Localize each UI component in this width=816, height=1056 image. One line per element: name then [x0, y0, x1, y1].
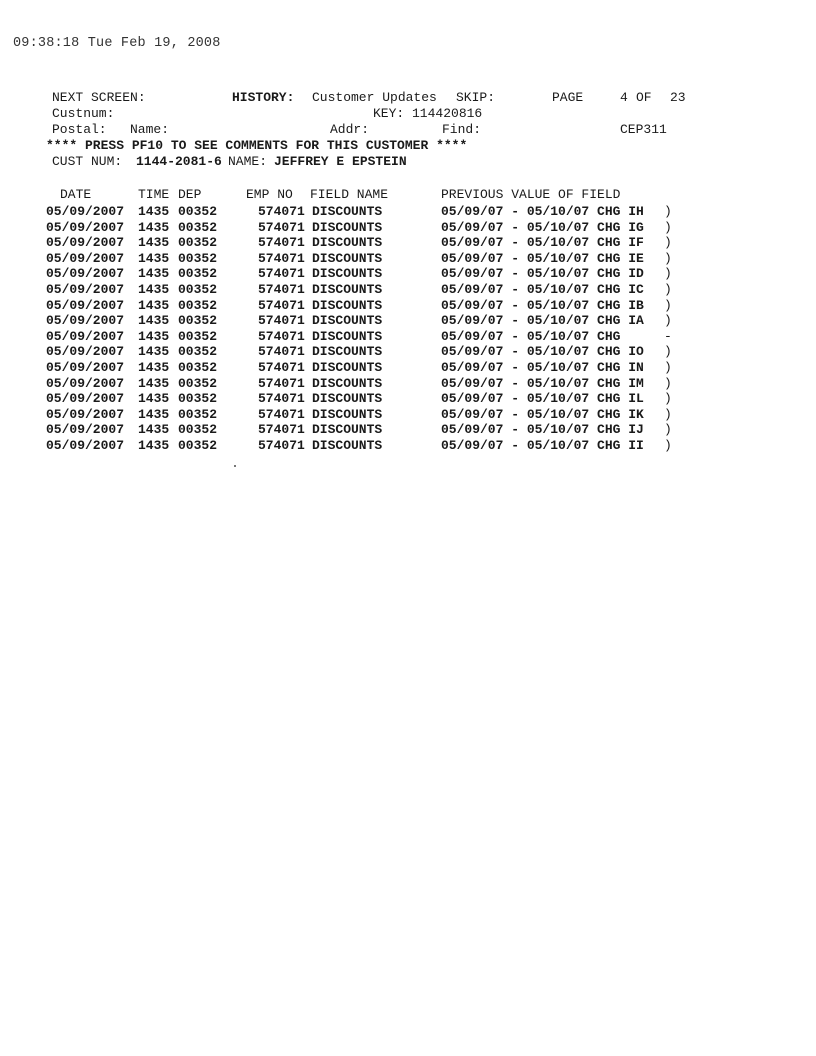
history-title: Customer Updates [312, 90, 437, 105]
table-row [46, 438, 786, 454]
row-dep: 00352 [178, 438, 218, 453]
row-previous-value: 05/09/07 - 05/10/07 CHG IK [441, 406, 644, 422]
row-dep: 00352 [178, 313, 218, 329]
row-emp-no: 574071 [258, 282, 305, 297]
row-field-name: DISCOUNTS [312, 219, 383, 235]
row-field-name: DISCOUNTS [312, 204, 383, 219]
row-end-marker: ) [664, 204, 672, 219]
row-field-name: DISCOUNTS [312, 344, 383, 360]
comments-notice: **** PRESS PF10 TO SEE COMMENTS FOR THIS CUSTOMER **** [46, 138, 468, 153]
row-field-name: DISCOUNTS [312, 235, 383, 251]
page-label: PAGE [552, 90, 584, 105]
page-total: 23 [670, 90, 686, 105]
row-field-name: DISCOUNTS [312, 250, 383, 266]
row-time: 1435 [138, 297, 170, 313]
cust-name-label: NAME: [228, 154, 268, 169]
row-field-name: DISCOUNTS [312, 422, 383, 438]
row-date: 05/09/2007 [46, 360, 125, 375]
screen-id: CEP311 [620, 122, 667, 137]
row-date: 05/09/2007 [46, 438, 125, 453]
row-emp-no: 574071 [258, 391, 305, 407]
row-emp-no: 574071 [258, 328, 305, 344]
next-screen-label: NEXT SCREEN: [52, 90, 146, 105]
row-date: 05/09/2007 [46, 313, 125, 329]
row-previous-value: 05/09/07 - 05/10/07 CHG IB [441, 297, 644, 313]
row-emp-no: 574071 [258, 250, 305, 266]
table-row [46, 391, 786, 407]
row-date: 05/09/2007 [46, 282, 125, 297]
row-previous-value: 05/09/07 - 05/10/07 CHG IM [441, 375, 644, 391]
row-field-name: DISCOUNTS [312, 391, 383, 407]
row-time: 1435 [138, 204, 170, 219]
row-end-marker: ) [664, 360, 672, 375]
cust-num-value: 1144-2081-6 [136, 154, 222, 169]
row-date: 05/09/2007 [46, 422, 125, 438]
addr-label: Addr: [330, 122, 370, 137]
skip-label: SKIP: [456, 90, 496, 105]
name-label: Name: [130, 122, 170, 137]
row-date: 05/09/2007 [46, 375, 125, 391]
table-row [46, 360, 786, 376]
row-previous-value: 05/09/07 - 05/10/07 CHG IA [441, 313, 644, 329]
row-previous-value: 05/09/07 - 05/10/07 CHG IC [441, 282, 644, 297]
row-time: 1435 [138, 219, 170, 235]
row-previous-value: 05/09/07 - 05/10/07 CHG IL [441, 391, 644, 407]
row-time: 1435 [138, 282, 170, 297]
row-emp-no: 574071 [258, 313, 305, 329]
row-time: 1435 [138, 406, 170, 422]
row-time: 1435 [138, 235, 170, 251]
row-dep: 00352 [178, 282, 218, 297]
table-row [46, 282, 786, 298]
print-timestamp: 09:38:18 Tue Feb 19, 2008 [13, 36, 221, 51]
table-row [46, 344, 786, 360]
row-time: 1435 [138, 250, 170, 266]
row-date: 05/09/2007 [46, 250, 125, 266]
row-end-marker: ) [664, 250, 672, 266]
history-label: HISTORY: [232, 90, 295, 105]
row-field-name: DISCOUNTS [312, 282, 383, 297]
scan-speck [234, 465, 236, 467]
row-time: 1435 [138, 344, 170, 360]
row-date: 05/09/2007 [46, 235, 125, 251]
row-emp-no: 574071 [258, 375, 305, 391]
row-dep: 00352 [178, 344, 218, 360]
row-field-name: DISCOUNTS [312, 266, 383, 282]
row-end-marker: - [664, 328, 672, 344]
row-dep: 00352 [178, 328, 218, 344]
row-dep: 00352 [178, 297, 218, 313]
row-previous-value: 05/09/07 - 05/10/07 CHG IJ [441, 422, 644, 438]
row-date: 05/09/2007 [46, 266, 125, 282]
row-time: 1435 [138, 391, 170, 407]
row-previous-value: 05/09/07 - 05/10/07 CHG IH [441, 204, 644, 219]
table-row [46, 329, 786, 345]
row-date: 05/09/2007 [46, 406, 125, 422]
row-emp-no: 574071 [258, 344, 305, 360]
column-header-date: DATE [60, 187, 92, 202]
row-previous-value: 05/09/07 - 05/10/07 CHG IG [441, 219, 644, 235]
page-current: 4 [620, 90, 628, 105]
table-row [46, 376, 786, 392]
row-date: 05/09/2007 [46, 204, 125, 219]
row-field-name: DISCOUNTS [312, 360, 383, 375]
row-time: 1435 [138, 422, 170, 438]
row-dep: 00352 [178, 219, 218, 235]
table-row [46, 266, 786, 282]
row-emp-no: 574071 [258, 266, 305, 282]
row-time: 1435 [138, 438, 170, 453]
row-time: 1435 [138, 313, 170, 329]
row-emp-no: 574071 [258, 297, 305, 313]
postal-label: Postal: [52, 122, 107, 137]
table-row [46, 298, 786, 314]
row-end-marker: ) [664, 344, 672, 360]
row-dep: 00352 [178, 266, 218, 282]
column-header-dep: DEP [178, 187, 202, 202]
cust-name-value: JEFFREY E EPSTEIN [274, 154, 407, 169]
row-end-marker: ) [664, 297, 672, 313]
table-row [46, 422, 786, 438]
find-label: Find: [442, 122, 482, 137]
column-header-emp-no: EMP NO [246, 187, 293, 202]
table-header [46, 187, 786, 203]
row-previous-value: 05/09/07 - 05/10/07 CHG IE [441, 250, 644, 266]
row-previous-value: 05/09/07 - 05/10/07 CHG IF [441, 235, 644, 251]
table-row [46, 407, 786, 423]
column-header-field-name: FIELD NAME [310, 187, 389, 202]
custnum-label: Custnum: [52, 106, 115, 121]
row-previous-value: 05/09/07 - 05/10/07 CHG IO [441, 344, 644, 360]
row-previous-value: 05/09/07 - 05/10/07 CHG [441, 328, 621, 344]
row-time: 1435 [138, 266, 170, 282]
row-end-marker: ) [664, 406, 672, 422]
row-previous-value: 05/09/07 - 05/10/07 CHG IN [441, 360, 644, 375]
row-end-marker: ) [664, 282, 672, 297]
row-date: 05/09/2007 [46, 344, 125, 360]
row-dep: 00352 [178, 391, 218, 407]
row-time: 1435 [138, 328, 170, 344]
row-field-name: DISCOUNTS [312, 375, 383, 391]
row-dep: 00352 [178, 235, 218, 251]
cust-num-label: CUST NUM: [52, 154, 123, 169]
row-end-marker: ) [664, 266, 672, 282]
table-row [46, 204, 786, 220]
table-row [46, 235, 786, 251]
row-time: 1435 [138, 375, 170, 391]
row-date: 05/09/2007 [46, 328, 125, 344]
row-date: 05/09/2007 [46, 297, 125, 313]
row-emp-no: 574071 [258, 219, 305, 235]
row-dep: 00352 [178, 406, 218, 422]
row-dep: 00352 [178, 360, 218, 375]
row-emp-no: 574071 [258, 204, 305, 219]
row-field-name: DISCOUNTS [312, 328, 383, 344]
row-time: 1435 [138, 360, 170, 375]
row-emp-no: 574071 [258, 406, 305, 422]
table-row [46, 251, 786, 267]
row-end-marker: ) [664, 313, 672, 329]
row-emp-no: 574071 [258, 438, 305, 453]
row-emp-no: 574071 [258, 422, 305, 438]
page-of: OF [636, 90, 652, 105]
column-header-time: TIME [138, 187, 170, 202]
row-field-name: DISCOUNTS [312, 313, 383, 329]
row-field-name: DISCOUNTS [312, 438, 383, 453]
row-dep: 00352 [178, 250, 218, 266]
row-end-marker: ) [664, 438, 672, 453]
table-row [46, 220, 786, 236]
row-field-name: DISCOUNTS [312, 406, 383, 422]
row-date: 05/09/2007 [46, 391, 125, 407]
row-end-marker: ) [664, 375, 672, 391]
row-emp-no: 574071 [258, 235, 305, 251]
key-text: KEY: 114420816 [373, 106, 483, 121]
row-previous-value: 05/09/07 - 05/10/07 CHG ID [441, 266, 644, 282]
row-end-marker: ) [664, 235, 672, 251]
column-header-previous-value: PREVIOUS VALUE OF FIELD [441, 187, 621, 202]
row-field-name: DISCOUNTS [312, 297, 383, 313]
row-end-marker: ) [664, 391, 672, 407]
row-emp-no: 574071 [258, 360, 305, 375]
row-date: 05/09/2007 [46, 219, 125, 235]
table-row [46, 313, 786, 329]
row-dep: 00352 [178, 375, 218, 391]
row-end-marker: ) [664, 219, 672, 235]
row-end-marker: ) [664, 422, 672, 438]
row-previous-value: 05/09/07 - 05/10/07 CHG II [441, 438, 644, 453]
row-dep: 00352 [178, 204, 218, 219]
row-dep: 00352 [178, 422, 218, 438]
